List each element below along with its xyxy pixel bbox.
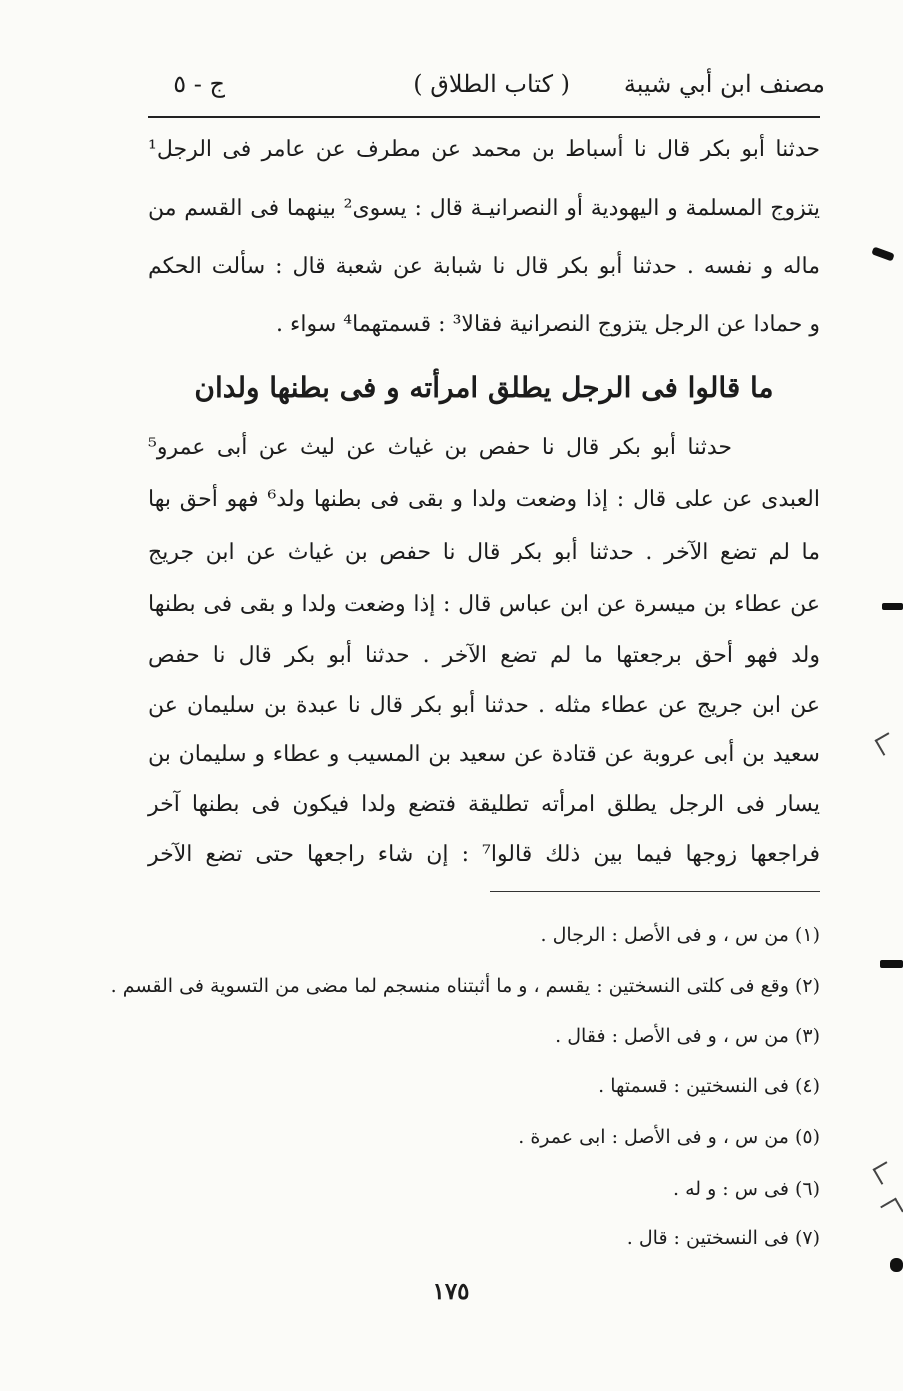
footnote: (٦) فى س : و له . — [673, 1178, 820, 1200]
text-line: ماله و نفسه . حدثنا أبو بكر قال نا شبابة عن شعبة قال : سألت الحكم — [148, 254, 820, 279]
footnote: (٢) وقع فى كلتى النسختين : يقسم ، و ما أثبتناه منسجم لما مضى من التسوية فى القسم . — [110, 975, 820, 997]
margin-mark — [890, 1258, 903, 1272]
volume-number: ج - ٥ — [173, 70, 225, 98]
margin-mark — [882, 603, 903, 610]
footnote: (٥) من س ، و فى الأصل : ابى عمرة . — [518, 1126, 820, 1148]
footnote: (٣) من س ، و فى الأصل : فقال . — [555, 1025, 820, 1047]
text-line: حدثنا أبو بكر قال نا أسباط بن محمد عن مطرف عن عامر فى الرجل¹ — [148, 137, 820, 162]
margin-mark — [871, 246, 894, 261]
page-number: ١٧٥ — [432, 1278, 470, 1305]
margin-tick — [880, 1198, 903, 1221]
running-header — [120, 64, 825, 104]
footnote: (١) من س ، و فى الأصل : الرجال . — [540, 924, 820, 946]
margin-mark — [880, 960, 903, 968]
footnote: (٧) فى النسختين : قال . — [626, 1227, 820, 1249]
text-line: فراجعها زوجها فيما بين ذلك قالوا⁷ : إن شاء راجعها حتى تضع الآخر — [148, 842, 820, 867]
margin-tick — [875, 732, 898, 756]
text-line: ولد فهو أحق برجعتها ما لم تضع الآخر . حدثنا أبو بكر قال نا حفص — [148, 643, 820, 668]
footnote-rule — [490, 891, 820, 892]
section-heading: ما قالوا فى الرجل يطلق امرأته و فى بطنها ولدان — [194, 371, 774, 404]
text-line: عن عطاء بن ميسرة عن ابن عباس قال : إذا وضعت ولدا و بقى فى بطنها — [148, 592, 820, 617]
text-line: يسار فى الرجل يطلق امرأته تطليقة فتضع ولدا فيكون فى بطنها آخر — [148, 792, 820, 817]
margin-tick — [873, 1161, 896, 1185]
text-line: ما لم تضع الآخر . حدثنا أبو بكر قال نا حفص بن غياث عن ابن جريج — [148, 540, 820, 565]
chapter-title: ( كتاب الطلاق ) — [413, 70, 570, 98]
book-title: مصنف ابن أبي شيبة — [623, 70, 825, 98]
text-line: عن ابن جريج عن عطاء مثله . حدثنا أبو بكر قال نا عبدة بن سليمان عن — [148, 693, 820, 718]
text-line: سعيد بن أبى عروبة عن قتادة عن سعيد بن المسيب و عطاء و سليمان بن — [148, 742, 820, 767]
header-rule — [148, 116, 820, 118]
text-line: يتزوج المسلمة و اليهودية أو النصرانيـة قال : يسوى² بينهما فى القسم من — [148, 196, 820, 221]
text-line: العبدى عن على قال : إذا وضعت ولدا و بقى فى بطنها ولد⁶ فهو أحق بها — [148, 487, 820, 512]
footnote: (٤) فى النسختين : قسمتها . — [598, 1075, 820, 1097]
text-line: و حمادا عن الرجل يتزوج النصرانية فقالا³ : قسمتهما⁴ سواء . — [276, 312, 820, 337]
text-line: حدثنا أبو بكر قال نا حفص بن غياث عن ليث عن أبى عمرو⁵ — [148, 435, 732, 460]
